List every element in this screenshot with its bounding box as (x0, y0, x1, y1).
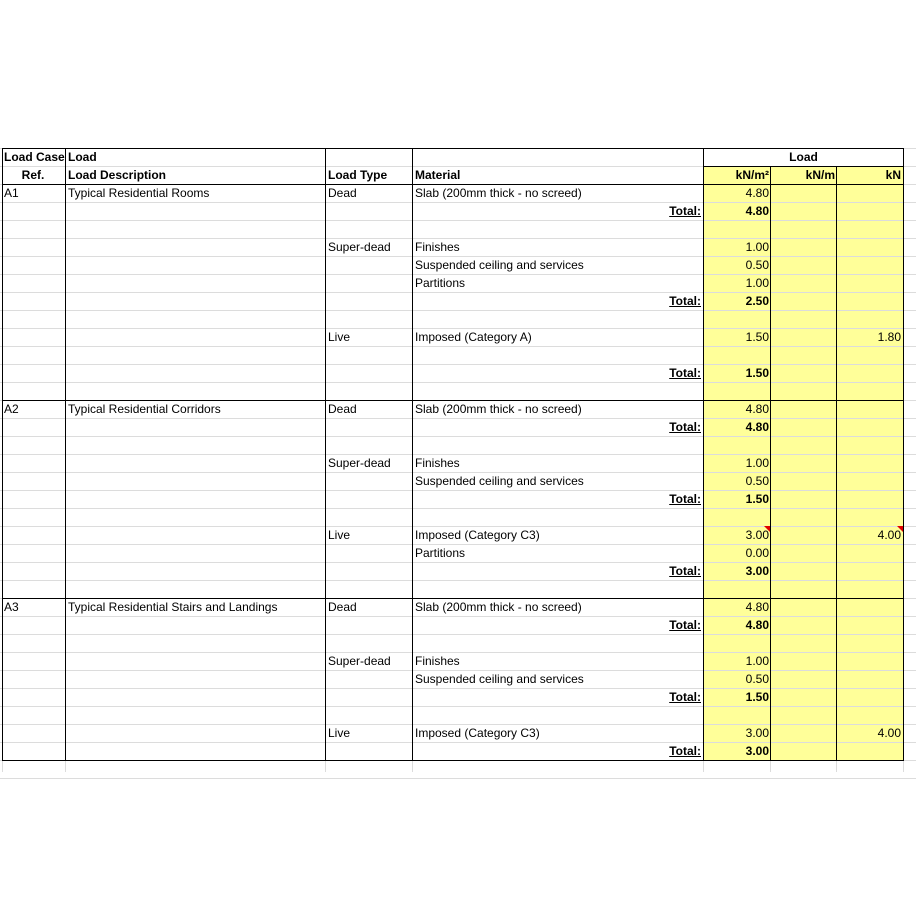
case-ref[interactable]: A2 (4, 402, 19, 416)
load-type[interactable]: Live (328, 330, 351, 344)
total-label: Total: (669, 294, 701, 308)
gridline-row (0, 688, 916, 689)
total-label: Total: (669, 618, 701, 632)
material-cell[interactable]: Imposed (Category C3) (415, 528, 540, 542)
border-right (903, 148, 904, 761)
case-ref[interactable]: A1 (4, 186, 19, 200)
header-material: Material (415, 168, 461, 182)
load-type[interactable]: Super-dead (328, 456, 391, 470)
total-label: Total: (669, 420, 701, 434)
gridline-row (0, 436, 916, 437)
gridline-col (836, 760, 837, 772)
material-cell[interactable]: Suspended ceiling and services (415, 474, 584, 488)
material-cell[interactable]: Slab (200mm thick - no screed) (415, 402, 582, 416)
value-kn-m2[interactable]: 0.50 (745, 672, 769, 686)
border-load-group-underline (704, 166, 903, 167)
total-value[interactable]: 1.50 (745, 366, 769, 380)
value-kn[interactable]: 4.00 (877, 726, 901, 740)
material-cell[interactable]: Suspended ceiling and services (415, 258, 584, 272)
material-cell[interactable]: Imposed (Category C3) (415, 726, 540, 740)
gridline-row (0, 346, 916, 347)
total-value[interactable]: 3.00 (745, 744, 769, 758)
border-col-ref (65, 148, 66, 761)
gridline-col (703, 760, 704, 772)
load-type[interactable]: Super-dead (328, 240, 391, 254)
gridline-col (2, 760, 3, 772)
gridline-row (0, 580, 916, 581)
header-ref: Ref. (21, 168, 45, 182)
gridline-row (0, 508, 916, 509)
gridline-row (0, 616, 916, 617)
value-kn-m2[interactable]: 3.00 (745, 726, 769, 740)
value-kn-m2[interactable]: 1.00 (745, 654, 769, 668)
value-kn-m2[interactable]: 1.00 (745, 456, 769, 470)
border-case-separator (2, 598, 903, 599)
case-description[interactable]: Typical Residential Rooms (68, 186, 210, 200)
border-header-bottom (2, 184, 903, 185)
material-cell[interactable]: Finishes (415, 654, 460, 668)
value-kn-m2[interactable]: 0.00 (745, 546, 769, 560)
gridline-row (0, 706, 916, 707)
gridline-row (0, 220, 916, 221)
total-value[interactable]: 3.00 (745, 564, 769, 578)
gridline-col (65, 760, 66, 772)
gridline-row (0, 418, 916, 419)
material-cell[interactable]: Slab (200mm thick - no screed) (415, 186, 582, 200)
gridline-row (0, 310, 916, 311)
gridline-row (0, 202, 916, 203)
border-col-material (703, 148, 704, 761)
total-label: Total: (669, 366, 701, 380)
value-kn-m2[interactable]: 1.00 (745, 276, 769, 290)
border-col-kn-m2 (770, 166, 771, 761)
material-cell[interactable]: Imposed (Category A) (415, 330, 532, 344)
material-cell[interactable]: Partitions (415, 546, 466, 560)
gridline-row (0, 778, 916, 779)
value-kn-m2[interactable]: 0.50 (745, 474, 769, 488)
header-load-type: Load Type (328, 168, 388, 182)
gridline-row (0, 364, 916, 365)
total-value[interactable]: 2.50 (745, 294, 769, 308)
material-cell[interactable]: Finishes (415, 456, 460, 470)
border-left (2, 148, 3, 761)
gridline-row (0, 742, 916, 743)
gridline-row (0, 562, 916, 563)
header-load: Load (68, 150, 97, 164)
value-kn-m2[interactable]: 1.00 (745, 240, 769, 254)
gridline-row (0, 292, 916, 293)
gridline-col (412, 760, 413, 772)
total-label: Total: (669, 744, 701, 758)
total-value[interactable]: 4.80 (745, 420, 769, 434)
gridline-col (903, 760, 904, 772)
border-col-type (412, 148, 413, 761)
value-kn-m2[interactable]: 4.80 (745, 600, 769, 614)
value-kn-m2[interactable]: 4.80 (745, 402, 769, 416)
load-type[interactable]: Dead (328, 600, 357, 614)
value-kn[interactable]: 1.80 (877, 330, 901, 344)
case-ref[interactable]: A3 (4, 600, 19, 614)
load-type[interactable]: Dead (328, 402, 357, 416)
value-kn-m2[interactable]: 3.00 (745, 528, 769, 542)
gridline-col (770, 760, 771, 772)
material-cell[interactable]: Finishes (415, 240, 460, 254)
material-cell[interactable]: Slab (200mm thick - no screed) (415, 600, 582, 614)
header-unit-kn-m: kN/m (805, 168, 835, 182)
header-unit-kn-m2: kN/m² (735, 168, 769, 182)
load-type[interactable]: Live (328, 726, 351, 740)
load-type[interactable]: Live (328, 528, 351, 542)
load-type[interactable]: Dead (328, 186, 357, 200)
value-kn-m2[interactable]: 1.50 (745, 330, 769, 344)
border-case-separator (2, 400, 903, 401)
load-type[interactable]: Super-dead (328, 654, 391, 668)
border-bottom (2, 760, 903, 761)
total-value[interactable]: 1.50 (745, 690, 769, 704)
header-load-description: Load Description (68, 168, 167, 182)
gridline-row (0, 634, 916, 635)
border-col-kn-m (836, 166, 837, 761)
header-load-group: Load (789, 150, 818, 164)
total-value[interactable]: 1.50 (745, 492, 769, 506)
gridline-row (0, 490, 916, 491)
total-label: Total: (669, 690, 701, 704)
header-unit-kn: kN (885, 168, 901, 182)
total-label: Total: (669, 204, 701, 218)
header-load-case: Load Case (4, 150, 65, 164)
material-cell[interactable]: Suspended ceiling and services (415, 672, 584, 686)
gridline-col (325, 760, 326, 772)
case-description[interactable]: Typical Residential Corridors (68, 402, 221, 416)
border-col-desc (325, 148, 326, 761)
total-value[interactable]: 4.80 (745, 618, 769, 632)
gridline-row (0, 382, 916, 383)
total-label: Total: (669, 492, 701, 506)
total-label: Total: (669, 564, 701, 578)
value-kn-m2[interactable]: 4.80 (745, 186, 769, 200)
value-kn[interactable]: 4.00 (877, 528, 901, 542)
case-description[interactable]: Typical Residential Stairs and Landings (68, 600, 278, 614)
border-top (2, 148, 903, 149)
value-kn-m2[interactable]: 0.50 (745, 258, 769, 272)
total-value[interactable]: 4.80 (745, 204, 769, 218)
material-cell[interactable]: Partitions (415, 276, 466, 290)
